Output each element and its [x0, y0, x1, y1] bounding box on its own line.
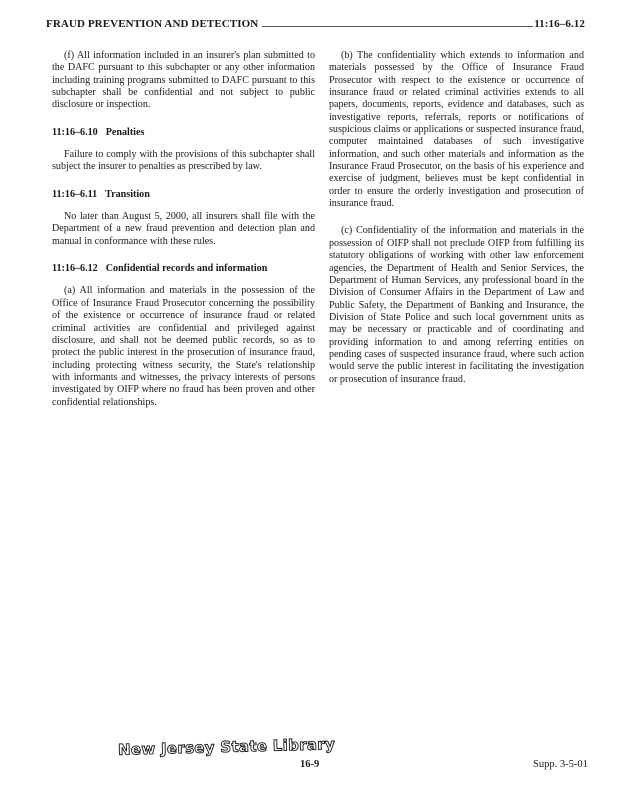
section-title: Confidential records and information	[105, 263, 268, 275]
section-text-6-12-a: (a) All information and materials in the possession of the Office of Insurance Fraud Prosecutor concerning the possibility of the existence or occurrence of insurance fraud or related criminal activities are confidential and privileged against disclosure, and shall not be deemed public records, so as to protect the public interest in the prosecution of insurance fraud, including protecting witness security, the State's relationship with informants and witnesses, the privacy interests of persons investigated by OIFP where no fraud has been proven and other confidential relationships.	[52, 285, 315, 408]
paragraph-c: (c) Confidentiality of the information and materials in the possession of OIFP shall not preclude OIFP from fulfilling its statutory obligations of working with other law enforcement agencies, the Department of Health and Senior Services, the Department of Human Services, any professional board in the Division of Consumer Affairs in the Department of Law and Public Safety, the Department of Banking and Insurance, the Division of State Police and such local government units as may be necessary or practicable and of coordinating and providing information to and among referring entities on pending cases of suspected insurance fraud, where such action would serve the public interest in facilitating the investigation or prosecution of insurance fraud.	[329, 225, 584, 385]
header-section-number: 11:16–6.12	[534, 18, 585, 30]
section-number: 11:16–6.10	[52, 126, 98, 138]
header-rule	[262, 26, 533, 27]
header-title: FRAUD PREVENTION AND DETECTION	[46, 18, 259, 30]
section-text-6-11: No later than August 5, 2000, all insurers shall file with the Department of a new fraud prevention and detection plan and manual in conformance with these rules.	[52, 211, 315, 247]
page-number: 16-9	[300, 759, 320, 770]
right-column	[329, 50, 584, 386]
library-watermark: New Jersey State Library	[117, 735, 336, 759]
paragraph-f: (f) All information included in an insurer's plan submitted to the DAFC pursuant to this subchapter or any other information including training programs submitted to DAFC pursuant to this subchapter shall be confidential and not subject to public disclosure or inspection.	[52, 50, 315, 111]
left-column	[52, 50, 315, 409]
paragraph-b: (b) The confidentiality which extends to information and materials possessed by the Office of Insurance Fraud Prosecutor with respect to the existence or occurrence of insurance fraud or related criminal activities extends to all papers, documents, reports, evidence and databases, such as investigative reports, referrals, reports or notifications of suspicious claims or applications or suspected insurance fraud, computer maintained databases of such investigative information, and such other materials and information as the Insurance Fraud Prosecutor, on the basis of his experience and exercise of judgment, believes must be kept confidential in order to ensure the orderly investigation and prosecution of insurance fraud.	[329, 50, 584, 210]
section-number: 11:16–6.12	[52, 263, 98, 275]
section-number: 11:16–6.11	[52, 188, 98, 200]
section-text-6-10: Failure to comply with the provisions of this subchapter shall subject the insurer to penalties as prescribed by law.	[52, 149, 315, 173]
section-heading-6-12	[52, 263, 315, 275]
section-heading-6-10	[52, 127, 315, 139]
section-title: Transition	[105, 188, 150, 200]
section-heading-6-11	[52, 189, 315, 201]
running-header	[46, 12, 585, 30]
section-title: Penalties	[105, 126, 145, 138]
supplement-date: Supp. 3-5-01	[533, 759, 588, 770]
